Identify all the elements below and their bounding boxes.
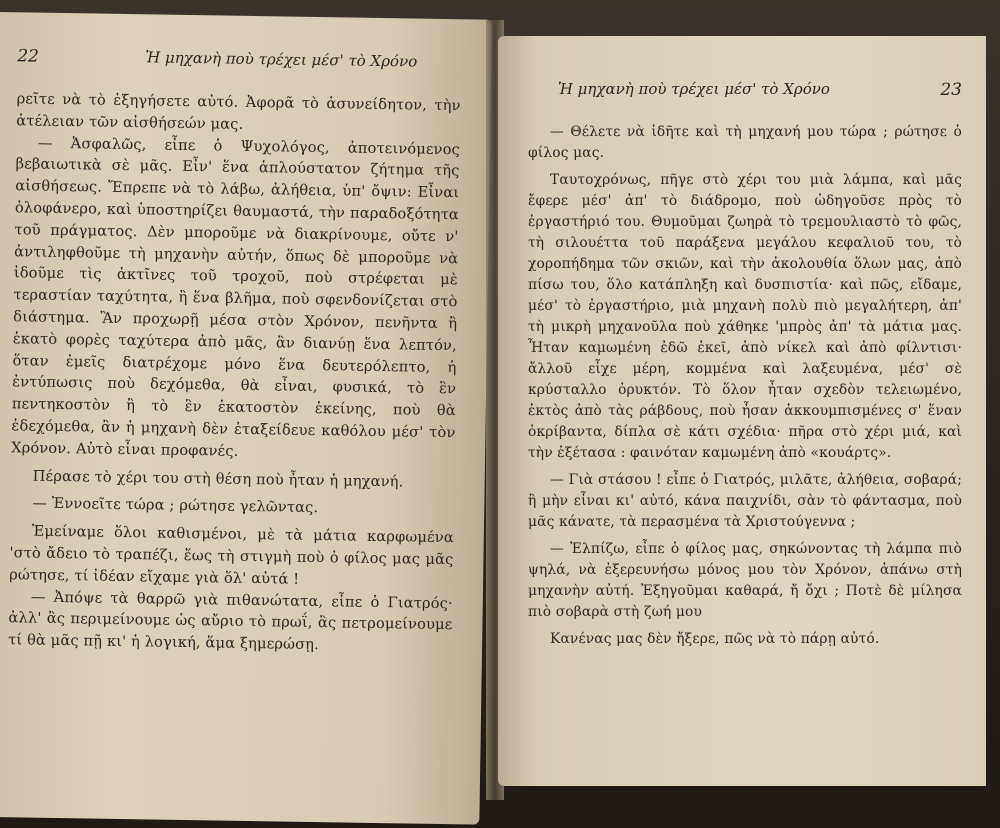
left-paragraph-6: — Ἀπόψε τὰ θαρρῶ γιὰ πιθανώτατα, εἶπε ὁ Γιατρός· ἀλλ' ἂς περιμείνουμε ὡς αὔριο τὸ πρωΐ, ἂς πετρομείνουμε τί θὰ μᾶς πῇ κι' ἡ λογική, ἅμα ξημερώσῃ. [8,588,453,654]
left-paragraph-3: Πέρασε τὸ χέρι του στὴ θέση ποὺ ἦταν ἡ μηχανή. [32,467,404,490]
right-paragraph-3: — Γιὰ στάσου ! εἶπε ὁ Γιατρός, μιλᾶτε, ἀλήθεια, σοβαρά; ἢ μὴν εἶναι κι' αὐτό, κάνα παιχνίδι, σὰν τὸ φάντασμα, ποὺ μᾶς κάνατε, τὰ περασμένα τὰ Χριστούγεννα ; [528,472,962,530]
left-page-number: 22 [17,46,40,67]
left-paragraph-4: — Ἐννοεῖτε τώρα ; ρώτησε γελῶντας. [32,494,319,517]
left-paragraph-5: Ἐμείναμε ὅλοι καθισμένοι, μὲ τὰ μάτια καρφωμένα 'στὸ ἄδειο τὸ τραπέζι, ἕως τὴ στιγμὴ ποὺ ὁ φίλος μας μᾶς ρώτησε, τί ἰδέαν εἴχαμε γιὰ ὅλ' αὐτά ! [9,522,454,588]
right-page [498,36,986,786]
right-running-head [528,80,962,108]
left-page [0,12,492,825]
right-paragraph-2: Ταυτοχρόνως, πῆγε στὸ χέρι του μιὰ λάμπα, καὶ μᾶς ἔφερε μέσ' ἀπ' τὸ διάδρομο, ποὺ ὡδηγοῦσε πρὸς τὸ ἐργαστήριό του. Θυμοῦμαι ζωηρὰ τὸ τρεμουλιαστὸ τὸ φῶς, τὴ σιλουέττα τοῦ παράξενα μεγάλου κεφαλιοῦ του, τὸ χοροπήδημα τῶν σκιῶν, καὶ τὴν ἀκολουθία ὅλων μας, ἀπὸ πίσω του, ὅλο κατάπληξη καὶ δυσπιστία· καὶ πῶς, εἴδαμε, μέσ' τὸ ἐργαστήριο, μιὰ μηχανὴ πολὺ πιὸ μεγαλήτερη, ἀπ' τὴ μικρὴ μηχανοῦλα ποὺ χάθηκε 'μπρὸς ἀπ' τὰ μάτια μας. Ἦταν καμωμένη ἐδῶ ἐκεῖ, ἀπὸ νίκελ καὶ ἀπὸ φίλντισι· ἄλλοῦ εἶχε μέρη, κομμένα καὶ λαξευμένα, μέσ' σὲ κρύσταλλο ὀρυκτόν. Τὸ ὅλον ἦταν σχεδὸν τελειωμένο, ἐκτὸς ἀπὸ τὰς ράβδους, ποὺ ἦσαν ἀκκουμπισμένες σ' ἕναν ὀκρίβαντα, δίπλα σὲ κάτι σχέδια· πῆρα στὸ χέρι μιά, καὶ τὴν ἐξέτασα : φαινόταν καμωμένη ἀπὸ «κουάρτς». [528,172,962,461]
left-paragraph-2: — Ἀσφαλῶς, εἶπε ὁ Ψυχολόγος, ἀποτεινόμενος βεβαιωτικὰ σὲ μᾶς. Εἶν' ἕνα ἁπλούστατον ζήτημα τῆς αἰσθήσεως. Ἔπρεπε νὰ τὸ λάβω, ἀλήθεια, ὑπ' ὄψιν: Εἶναι ὁλοφάνερο, καὶ ὑποστηρίζει θαυμαστά, τὴν παραδοξότητα τοῦ πράγματος. Δὲν μποροῦμε νὰ διακρίνουμε, οὔτε ν' ἀντιληφθοῦμε τὴ μηχανὴν αὐτήν, ὅπως δὲ μποροῦμε νὰ ἰδοῦμε τὶς ἀκτῖνες τοῦ τροχοῦ, ποὺ στρέφεται μὲ τεραστίαν ταχύτητα, ἢ ἕνα βλῆμα, ποὺ σφενδονίζεται στὸ διάστημα. Ἂν προχωρῇ μέσα στὸν Χρόνον, πενῆντα ἢ ἑκατὸ φορὲς ταχύτερα ἀπὸ μᾶς, ἂν διανύῃ ἕνα λεπτόν, ὅταν ἐμεῖς διατρέχομε μόνο ἕνα δευτερόλεπτο, ἡ ἐντύπωσις ποὺ δεχόμεθα, θὰ εἶναι, φυσικά, τὸ ἓν πεντηκοστὸν ἢ τὸ ἓν ἑκατοστὸν ἐκείνης, ποὺ θὰ ἐδεχόμεθα, ἂν ἡ μηχανὴ δὲν ἐταξείδευε καθόλου μέσ' τὸν Χρόνον. Αὐτὸ εἶναι προφανές. [11,134,461,460]
left-paragraph-1: ρεῖτε νὰ τὸ ἐξηγήσετε αὐτό. Ἀφορᾶ τὸ ἀσυνείδητον, τὴν ἀτέλειαν τῶν αἰσθήσεών μας. [16,90,461,133]
right-paragraph-5: Κανένας μας δὲν ἤξερε, πῶς νὰ τὸ πάρῃ αὐτό. [550,631,880,647]
left-running-title: Ἡ μηχανὴ ποὺ τρέχει μέσ' τὸ Χρόνο [145,48,418,71]
right-page-number: 23 [940,80,962,100]
right-running-title: Ἡ μηχανὴ ποὺ τρέχει μέσ' τὸ Χρόνο [558,80,830,98]
left-running-head [17,46,461,81]
right-paragraph-1: — Θέλετε νὰ ἰδῆτε καὶ τὴ μηχανή μου τώρα ; ρώτησε ὁ φίλος μας. [528,124,962,161]
right-paragraph-4: — Ἐλπίζω, εἶπε ὁ φίλος μας, σηκώνοντας τὴ λάμπα πιὸ ψηλά, νὰ ἐξερευνήσω μόνος μου τὸν Χρόνον, ἀπάνω στὴ μηχανὴν αὐτή. Ἐξηγοῦμαι καθαρά, ἤ ὄχι ; Ποτὲ δὲ μίλησα πιὸ σοβαρὰ στὴ ζωή μου [528,541,962,620]
